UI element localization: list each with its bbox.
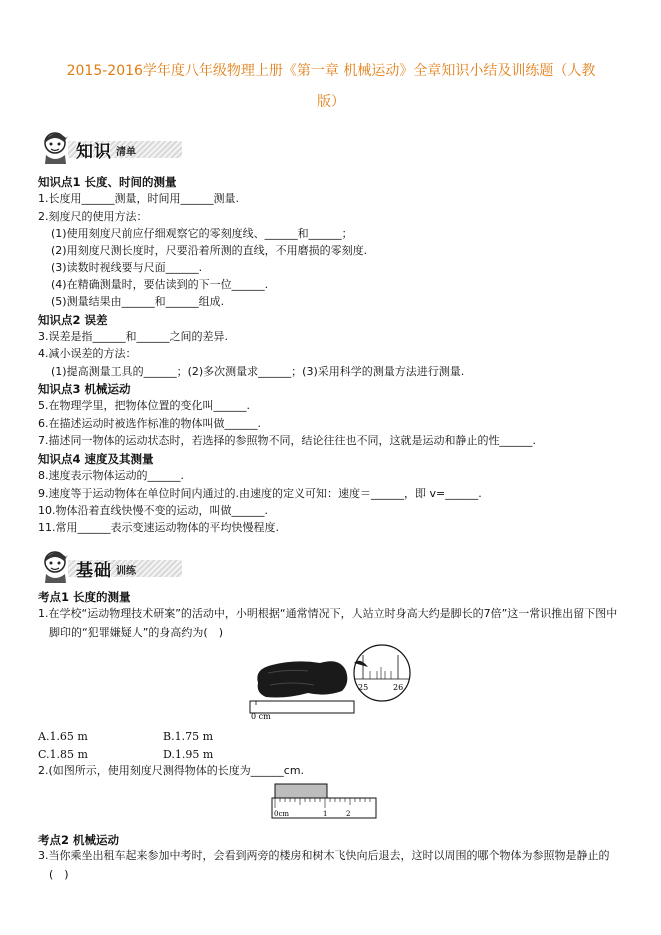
ruler-mark-25: 25 — [358, 683, 369, 692]
k3-heading: 知识点3 机械运动 — [38, 382, 131, 396]
k-line-10: 10.物体沿着直线快慢不变的运动，叫做______. — [38, 504, 268, 517]
p2-heading: 考点2 机械运动 — [38, 833, 120, 847]
title-line-1: 2015-2016学年度八年级物理上册《第一章 机械运动》全章知识小结及训练题（人教 — [66, 63, 596, 79]
k-line-3: 3.误差是指______和______之间的差异. — [38, 330, 228, 343]
badge-title: 基础 — [76, 561, 112, 581]
basic-practice-badge — [38, 547, 153, 581]
footprint-ruler-figure — [248, 643, 413, 721]
k-line-2a: (1)使用刻度尺前应仔细观察它的零刻度线、______和______； — [51, 227, 353, 240]
k2-heading: 知识点2 误差 — [38, 313, 108, 327]
k-line-8: 8.速度表示物体运动的______. — [38, 469, 184, 482]
k-line-2: 2.刻度尺的使用方法： — [38, 210, 148, 223]
knowledge-list-badge — [38, 128, 153, 162]
k-line-2b: (2)用刻度尺测长度时，尺要沿着所测的直线，不用磨损的零刻度. — [51, 244, 368, 257]
ruler2-mark-1: 1 — [323, 810, 328, 818]
question-3: 3.当你乘坐出租车起来参加中考时，会看到两旁的楼房和树木飞快向后退去，这时以周围的哪个物体为参照物是静止的( ) — [38, 849, 610, 881]
ruler2-zero-label: 0cm — [274, 810, 290, 818]
badge-subtitle: 训练 — [116, 566, 136, 577]
document-title — [20, 56, 642, 118]
k-line-5: 5.在物理学里，把物体位置的变化叫______. — [38, 399, 250, 412]
question-1: 1.在学校“运动物理技术研案”的活动中，小明根据“通常情况下，人站立时身高大约是脚长的7倍”这一常识推出留下图中脚印的“犯罪嫌疑人”的身高约为( ) — [38, 607, 618, 639]
k4-heading: 知识点4 速度及其测量 — [38, 452, 154, 466]
ruler-zero-label: 0 cm — [251, 712, 271, 721]
title-line-2: 版） — [317, 94, 345, 110]
option-d: D.1.95 m — [163, 748, 214, 761]
badge-subtitle: 清单 — [116, 147, 136, 158]
ruler-mark-26: 26 — [393, 683, 404, 692]
badge-title: 知识 — [76, 142, 112, 162]
k-line-2c: (3)读数时视线要与尺面______. — [51, 261, 203, 274]
k-line-1: 1.长度用______测量，时间用______测量. — [38, 192, 239, 205]
option-c: C.1.85 m — [38, 748, 88, 761]
block-ruler-figure — [270, 782, 380, 822]
k1-heading: 知识点1 长度、时间的测量 — [38, 175, 177, 189]
ruler2-mark-2: 2 — [346, 810, 351, 818]
k-line-2e: (5)测量结果由______和______组成. — [51, 295, 225, 308]
p1-heading: 考点1 长度的测量 — [38, 590, 131, 604]
k-line-9: 9.速度等于运动物体在单位时间内通过的.由速度的定义可知：速度＝______，即 v=______. — [38, 487, 482, 500]
k-line-11: 11.常用______表示变速运动物体的平均快慢程度. — [38, 521, 279, 534]
k-line-6: 6.在描述运动时被选作标准的物体叫做______. — [38, 417, 261, 430]
k-line-4: 4.减小误差的方法： — [38, 347, 137, 360]
option-a: A.1.65 m — [38, 730, 88, 743]
k-line-4a: (1)提高测量工具的______；(2)多次测量求______；(3)采用科学的测量方法进行测量. — [51, 365, 465, 378]
k-line-2d: (4)在精确测量时，要估读到的下一位______. — [51, 278, 269, 291]
k-line-7: 7.描述同一物体的运动状态时，若选择的参照物不同，结论往往也不同，这就是运动和静止的性______. — [38, 434, 536, 447]
option-b: B.1.75 m — [163, 730, 213, 743]
question-2: 2.(如图所示，使用刻度尺测得物体的长度为______cm. — [38, 764, 305, 777]
